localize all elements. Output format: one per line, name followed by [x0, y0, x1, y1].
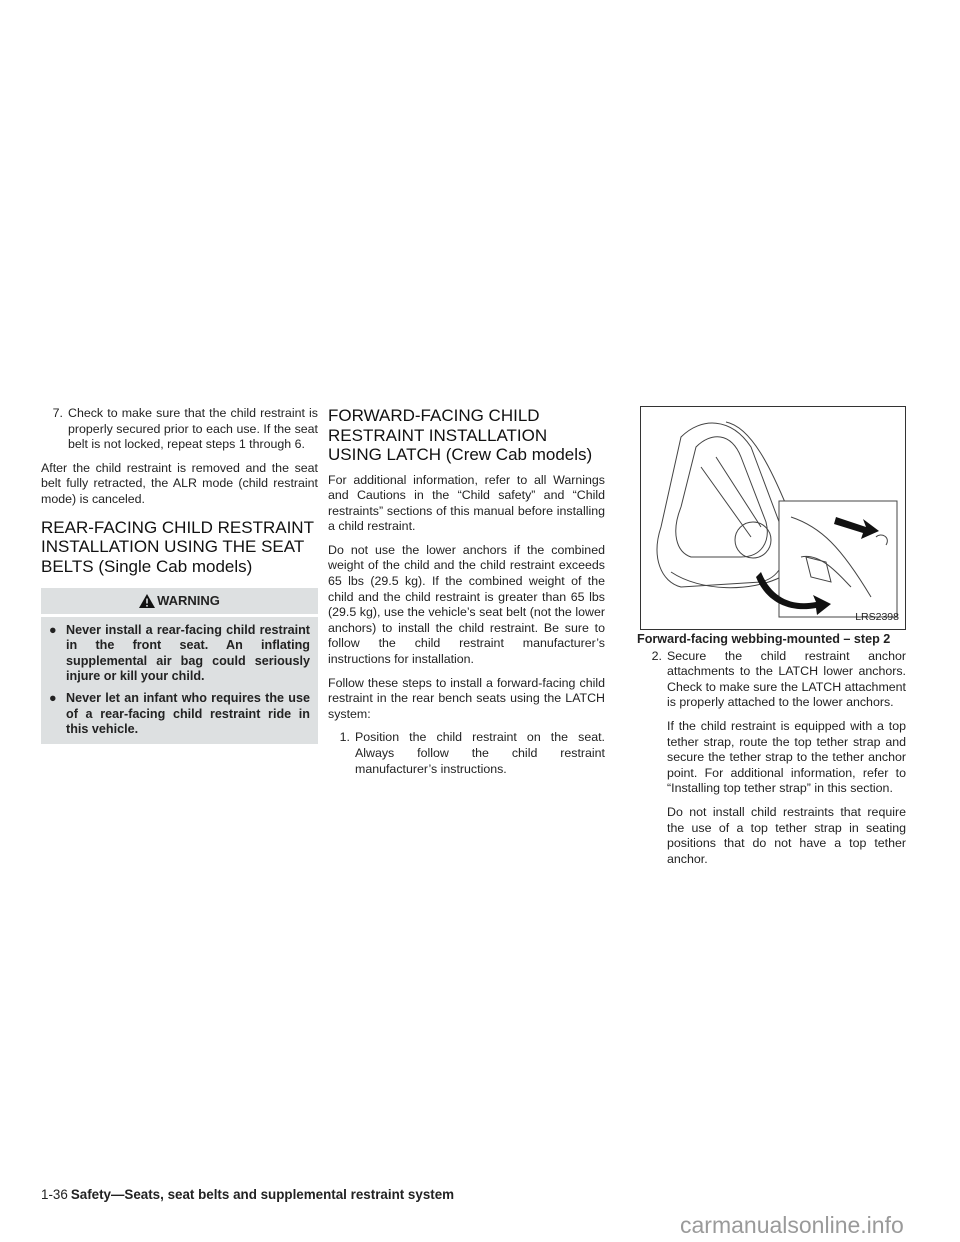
warning-item	[41, 617, 318, 685]
watermark: carmanualsonline.info	[680, 1212, 904, 1238]
step-1	[328, 730, 605, 777]
warning-text: Never install a rear-facing child restraint in the front seat. An inflating supplemental air bag could seriously injure or kill your child.	[66, 622, 310, 684]
step-text: Secure the child restraint anchor attachments to the LATCH lower anchors. Check to make sure the LATCH attachment is properly attached to the lower anchors.	[667, 648, 906, 710]
step-text: Check to make sure that the child restraint is properly secured prior to each use. If the seat belt is not locked, repeat steps 1 through 6.	[68, 406, 318, 452]
step-text: Position the child restraint on the seat. Always follow the child restraint manufacturer’s instructions.	[355, 730, 605, 776]
bullet-icon: ●	[49, 691, 57, 706]
paragraph: After the child restraint is removed and the seat belt fully retracted, the ALR mode (child restraint mode) is canceled.	[41, 460, 318, 506]
column-right	[637, 406, 906, 875]
figure-caption: Forward-facing webbing-mounted – step 2	[637, 632, 891, 646]
paragraph: If the child restraint is equipped with a top tether strap, route the top tether strap and secure the tether strap to the tether anchor point. For additional information, refer to “Installing top tether strap” in this section.	[667, 718, 906, 796]
section-title: Safety—Seats, seat belts and supplemental restraint system	[70, 1187, 455, 1202]
warning-text: Never let an infant who requires the use of a rear-facing child restraint ride in this vehicle.	[66, 691, 310, 737]
paragraph: Do not use the lower anchors if the combined weight of the child and the child restraint exceeds 65 lbs (29.5 kg). If the combined weight of the child and the child restraint is greater than 65 lbs (29.5 kg), use the vehicle’s seat belt (not the lower anchors) to install the child restraint. Be sure to follow the child restraint manufacturer’s instructions for installation.	[328, 542, 605, 667]
section-heading: FORWARD-FACING CHILD RESTRAINT INSTALLATION USING LATCH (Crew Cab models)	[328, 406, 593, 464]
page-footer	[41, 1187, 454, 1202]
warning-box	[41, 588, 318, 744]
step-number: 1.	[339, 730, 350, 745]
step-number: 2.	[651, 648, 662, 663]
step-2	[640, 649, 906, 711]
warning-title: WARNING	[157, 593, 220, 609]
paragraph: Follow these steps to install a forward-facing child restraint in the rear bench seats using the LATCH system:	[328, 675, 605, 721]
paragraph: Do not install child restraints that require the use of a top tether strap in seating positions that do not have a top tether anchor.	[667, 804, 906, 866]
child-seat-illustration	[640, 406, 906, 630]
section-heading: REAR-FACING CHILD RESTRAINT INSTALLATION USING THE SEAT BELTS (Single Cab models)	[41, 517, 314, 576]
column-middle	[328, 406, 605, 785]
child-seat-drawing	[641, 407, 905, 629]
warning-header	[41, 588, 318, 617]
step-number: 7.	[52, 406, 63, 420]
bullet-icon: ●	[49, 622, 57, 637]
figure-id: LRS2398	[855, 611, 899, 624]
page-number: 1-36	[41, 1187, 68, 1202]
paragraph: For additional information, refer to all Warnings and Cautions in the “Child safety” and “Child restraints” sections of this manual before installing a child restraint.	[328, 472, 605, 534]
warning-triangle-icon	[139, 594, 155, 608]
warning-item	[41, 685, 318, 738]
column-left	[41, 406, 318, 744]
step-7	[41, 406, 318, 453]
